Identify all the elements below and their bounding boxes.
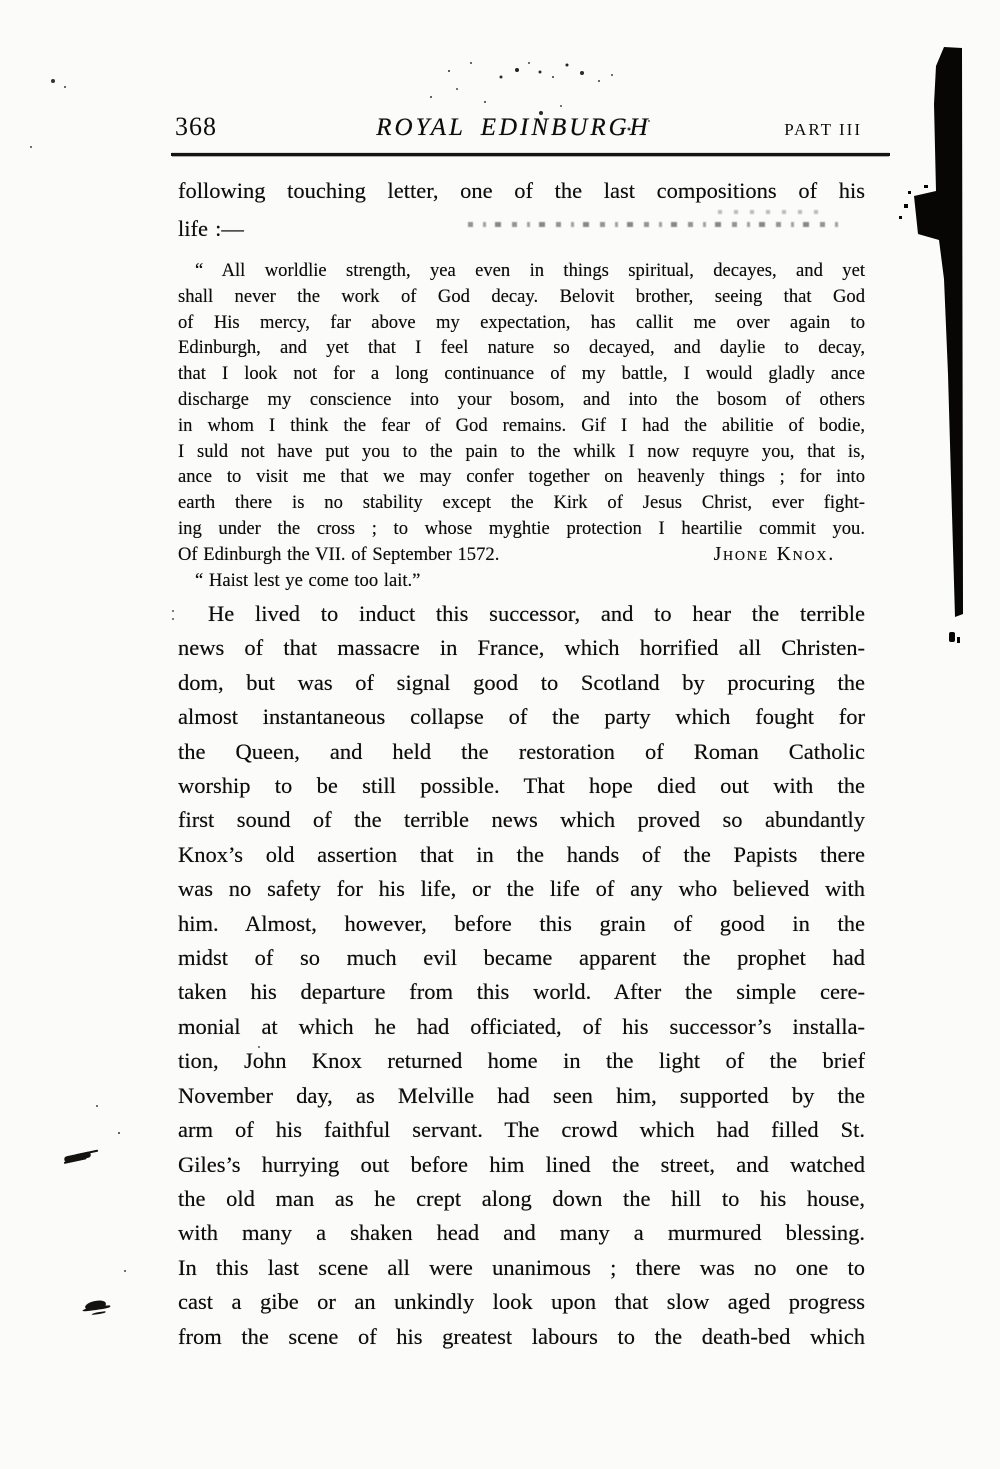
text-line: the old man as he crept along down the hill to his house, [178,1185,865,1211]
text-line: Giles’s hurrying out before him lined the street, and watched [178,1151,865,1177]
text-line: that I look not for a long continuance of my battle, I would gladly ance [178,363,865,385]
letter-quote [178,258,865,593]
text-line: cast a gibe or an unkindly look upon that slow aged progress [178,1289,865,1315]
text-line: life :— [178,216,244,241]
letter-signature-row [178,542,865,568]
text-line: earth there is no stability except the Kirk of Jesus Christ, ever fight- [178,492,865,514]
text-line: following touching letter, one of the last compositions of his [178,178,865,203]
text-line: arm of his faithful servant. The crowd which had filled St. [178,1117,865,1143]
text-line: worship to be still possible. That hope died out with the [178,773,865,799]
text-line: was no safety for his life, or the life of any who believed with [178,876,865,902]
text-line: almost instantaneous collapse of the party which fought for [178,704,865,730]
text-line: I suld not have put you to the pain to the whilk I now requyre you, that is, [178,440,865,462]
ink-bleed-marks [468,222,846,227]
text-line: Edinburgh, and yet that I feel nature so decayed, and daylie to decay, [178,337,865,359]
text-line: news of that massacre in France, which horrified all Christen- [178,635,865,661]
text-line: Knox’s old assertion that in the hands of the Papists there [178,841,865,867]
text-line: discharge my conscience into your bosom, and into the bosom of others [178,388,865,410]
text-line: ing under the cross ; to whose myghtie protection I heartilie commit you. [178,517,865,539]
scan-artifact [898,44,970,656]
text-line: from the scene of his greatest labours to the death-bed which [178,1323,865,1349]
text-line: dom, but was of signal good to Scotland by procuring the [178,669,865,695]
text-line: with many a shaken head and many a murmured blessing. [178,1220,865,1246]
text-line: “ All worldlie strength, yea even in things spiritual, decayes, and yet [195,260,865,281]
page-number: 368 [175,112,217,141]
margin-mark-blob [84,1300,106,1312]
letter-postscript: “ Haist lest ye come too lait.” [195,569,421,591]
text-line: ance to visit me that we may confer together on heavenly things ; for into [178,466,865,488]
text-line: He lived to induct this successor, and to hear the terrible [208,601,865,626]
text-line: taken his departure from this world. After the simple cere- [178,979,865,1005]
letter-signature: Jhone Knox. [713,543,835,565]
main-paragraph [178,597,865,1354]
running-title: ROYAL EDINBURGH [376,114,651,141]
header-rule [171,153,890,156]
text-line: of His mercy, far above my expectation, has callit me over again to [178,311,865,333]
text-line: November day, as Melville had seen him, supported by the [178,1082,865,1108]
text-line: first sound of the terrible news which proved so abundantly [178,807,865,833]
letter-body [178,258,865,542]
text-line: In this last scene all were unanimous ; there was no one to [178,1254,865,1280]
letter-dateline: Of Edinburgh the VII. of September 1572. [178,543,500,565]
text-line: the Queen, and held the restoration of Roman Catholic [178,738,865,764]
text-line: him. Almost, however, before this grain of good in the [178,910,865,936]
margin-mark-dash [64,1151,92,1162]
page-header [175,112,862,142]
part-label: PART III [784,120,862,139]
text-line: monial at which he had officiated, of his successor’s installa- [178,1013,865,1039]
scan-speckles [0,0,2,2]
text-line: midst of so much evil became apparent the prophet had [178,945,865,971]
text-line: tion, John Knox returned home in the light of the brief [178,1048,865,1074]
text-line: in whom I think the fear of God remains. Gif I had the abilitie of bodie, [178,414,865,436]
text-line: shall never the work of God decay. Belovit brother, seeing that God [178,285,865,307]
